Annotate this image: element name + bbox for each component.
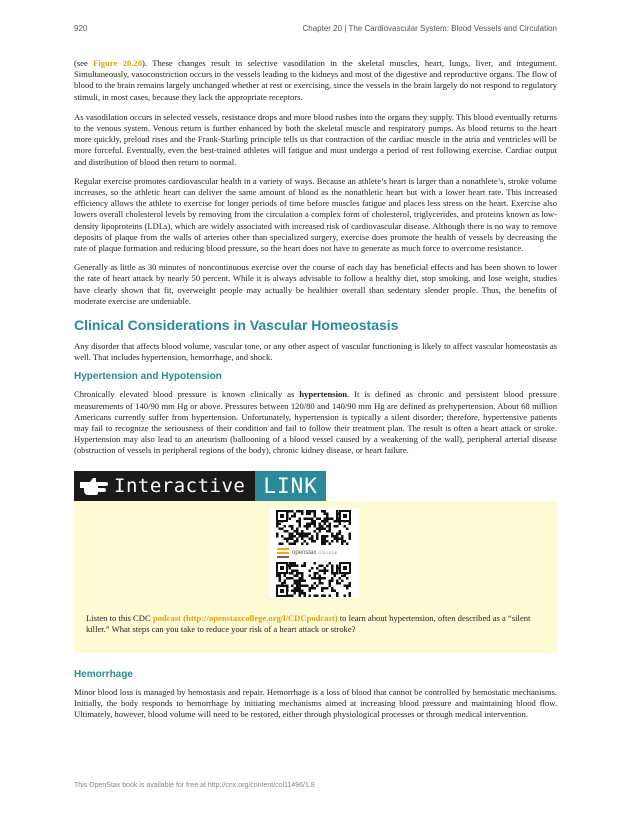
paragraph-venous-return: As vasodilation occurs in selected vessels, resistance drops and more blood rushes into the organs they supply. This blood eventually returns to the venous system. Venous return is further enhanced by both the skeletal muscle and respiratory pumps. As blood returns to the heart more quickly, preload rises and the Frank-Starling principle tells us that contraction of the cardiac muscle in the atria and ventricles will be more forceful. Eventually, even the best-trained athletes will fatigue and must undergo a period of rest following exercise. Cardiac output and distribution of blood then return to normal. (74, 111, 557, 167)
section-heading-clinical: Clinical Considerations in Vascular Homeostasis (74, 317, 399, 334)
chapter-header: Chapter 20 | The Cardiovascular System: Blood Vessels and Circulation (302, 24, 557, 33)
subsection-heading-hemorrhage: Hemorrhage (74, 668, 133, 680)
figure-reference-link[interactable]: Figure 20.20 (93, 58, 143, 68)
openstax-logo: openstax COLLEGE (277, 547, 351, 559)
page-footer: This OpenStax book is available for free at http://cnx.org/content/col11496/1.8 (74, 782, 315, 789)
qr-code-bottom-icon (269, 560, 359, 598)
interactive-link-box (74, 501, 557, 653)
interactive-link-text: Listen to this CDC podcast (http://openstaxcollege.org/l/CDCpodcast) to learn about hypertension, often described as a “silent killer.” What steps can you take to reduce your risk of a heart attack or stroke? (86, 612, 531, 634)
link-word: LINK (255, 471, 326, 501)
qr-code-panel[interactable] (269, 508, 359, 598)
paragraph-hypertension: Chronically elevated blood pressure is known clinically as hypertension. It is defined as chronic and persistent blood pressure measurements of 140/90 mm Hg or above. Pressures between 120/80 and 140/90 mm Hg are defined as prehypertension. About 68 million Americans currently suffer from hypertension. Unfortunately, hypertension is typically a silent disorder; therefore, hypertensive patients may fail to recognize the seriousness of their condition and fail to follow their treatment plan. The result is often a heart attack or stroke. Hypertension may also lead to an aneurism (ballooning of a blood vessel caused by a weakening of the wall), peripheral arterial disease (obstruction of vessels in peripheral regions of the body), chronic kidney disease, or heart failure. (74, 389, 558, 456)
interactive-word: Interactive (112, 471, 255, 501)
subsection-heading-hypertension: Hypertension and Hypotension (74, 371, 222, 383)
paragraph-disorders: Any disorder that affects blood volume, vascular tone, or any other aspect of vascular functioning is likely to affect vascular homeostasis as well. That includes hypertension, hemorrhage, and shock. (74, 341, 557, 363)
openstax-logo-icon (277, 548, 289, 558)
cdc-podcast-link[interactable]: podcast (http://openstaxcollege.org/l/CDCpodcast) (152, 612, 338, 623)
paragraph-regular-exercise: Regular exercise promotes cardiovascular health in a variety of ways. Because an athlete’s heart is larger than a nonathlete’s, stroke volume increases, so the athletic heart can deliver the same amount of blood as the nonathletic heart but with a lower heart rate. This increased efficiency allows the athlete to exercise for longer periods of time before muscles fatigue and places less stress on the heart. Exercise also lowers overall cholesterol levels by removing from the circulation a complex form of cholesterol, triglycerides, and proteins known as low-density lipoproteins (LDLs), which are widely associated with increased risk of cardiovascular disease. Although there is no way to remove deposits of plaque from the walls of arteries other than specialized surgery, exercise does promote the health of vessels by decreasing the rate of plaque formation and reducing blood pressure, so the heart does not have to generate as much force to overcome resistance. (74, 175, 557, 254)
paragraph-hemorrhage: Minor blood loss is managed by hemostasis and repair. Hemorrhage is a loss of blood that cannot be controlled by hemostatic mechanisms. Initially, the body responds to hemorrhage by initiating mechanisms aimed at increasing blood pressure and maintaining blood flow. Ultimately, however, blood volume will need to be restored, either through physiological processes or through medical intervention. (74, 686, 557, 720)
page-number: 920 (74, 24, 88, 33)
page-content (74, 58, 557, 728)
qr-code-top-icon (269, 508, 359, 546)
paragraph-30-minutes: Generally as little as 30 minutes of noncontinuous exercise over the course of each day has beneficial effects and has been shown to lower the rate of heart attack by nearly 50 percent. While it is always advisable to follow a healthy diet, stop smoking, and lose weight, studies have clearly shown that fit, overweight people may actually be healthier overall than sedentary slender people. Thus, the benefits of moderate exercise are undeniable. (74, 262, 557, 306)
pointing-hand-icon (74, 471, 112, 501)
paragraph-exercise-vasodilation: (see Figure 20.20). These changes result in selective vasodilation in the skeletal muscles, heart, lungs, liver, and integument. Simultaneously, vasoconstriction occurs in the vessels leading to the kidneys and most of the digestive and reproductive organs. The flow of blood to the brain remains largely unchanged whether at rest or exercising, since the vessels in the brain largely do not respond to regulatory stimuli, in most cases, because they lack the appropriate receptors. (74, 58, 558, 102)
term-hypertension: hypertension (299, 389, 348, 400)
interactive-link-banner (74, 471, 377, 501)
